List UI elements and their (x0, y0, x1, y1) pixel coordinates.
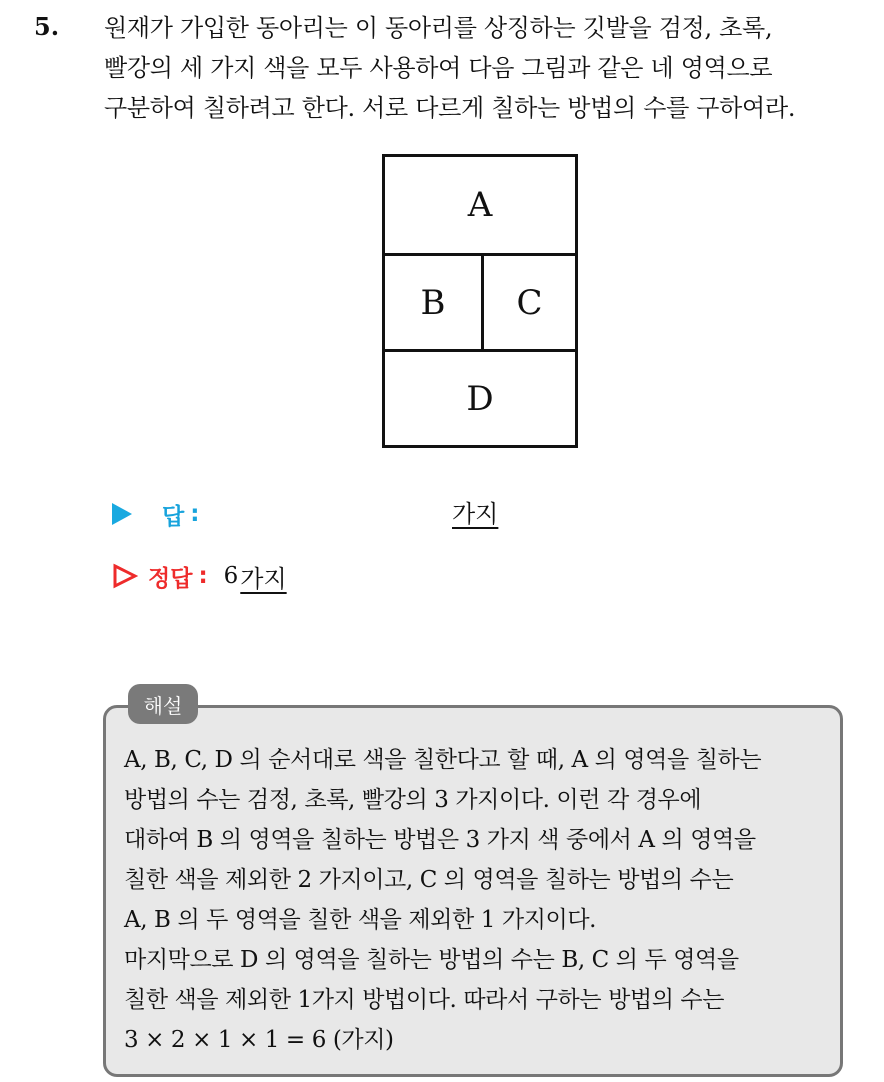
explanation-line-1: A, B, C, D 의 순서대로 색을 칠한다고 할 때, A 의 영역을 칠하는 (124, 747, 762, 773)
play-arrow-icon (112, 503, 132, 525)
explanation-line-6: 마지막으로 D 의 영역을 칠하는 방법의 수는 B, C 의 두 영역을 (124, 947, 739, 973)
region-b: B (420, 282, 446, 323)
correct-label: 정답 (148, 565, 193, 592)
explanation-line-3: 대하여 B 의 영역을 칠하는 방법은 3 가지 색 중에서 A 의 영역을 (124, 827, 756, 853)
explanation-line-2: 방법의 수는 검정, 초록, 빨강의 3 가지이다. 이런 각 경우에 (124, 787, 702, 813)
explanation-line-8: 3 × 2 × 1 × 1 = 6 (가지) (124, 1027, 394, 1053)
question-line-1: 원재가 가입한 동아리는 이 동아리를 상징하는 깃발을 검정, 초록, (104, 14, 773, 42)
flag-figure (382, 154, 578, 448)
explanation-line-7: 칠한 색을 제외한 1가지 방법이다. 따라서 구하는 방법의 수는 (124, 987, 725, 1013)
answer-row (112, 498, 199, 530)
correct-colon: : (198, 563, 208, 589)
region-d: D (466, 378, 494, 419)
question-line-3: 구분하여 칠하려고 한다. 서로 다르게 칠하는 방법의 수를 구하여라. (104, 94, 796, 122)
correct-value: 6 (223, 563, 239, 589)
outline-arrow-icon (112, 563, 138, 589)
region-a: A (467, 185, 493, 225)
question-number: 5. (34, 12, 60, 41)
correct-unit: 가지 (240, 564, 287, 593)
question-line-2: 빨강의 세 가지 색을 모두 사용하여 다음 그림과 같은 네 영역으로 (104, 54, 773, 82)
answer-blank[interactable] (452, 494, 498, 529)
explanation-line-4: 칠한 색을 제외한 2 가지이고, C 의 영역을 칠하는 방법의 수는 (124, 867, 734, 893)
explanation-line-5: A, B 의 두 영역을 칠한 색을 제외한 1 가지이다. (124, 907, 597, 933)
correct-row (112, 560, 287, 592)
answer-colon: : (190, 501, 200, 527)
answer-label: 답 (162, 503, 185, 530)
explanation-tag: 해설 (128, 684, 198, 724)
region-c: C (516, 282, 543, 323)
answer-unit: 가지 (452, 500, 499, 528)
